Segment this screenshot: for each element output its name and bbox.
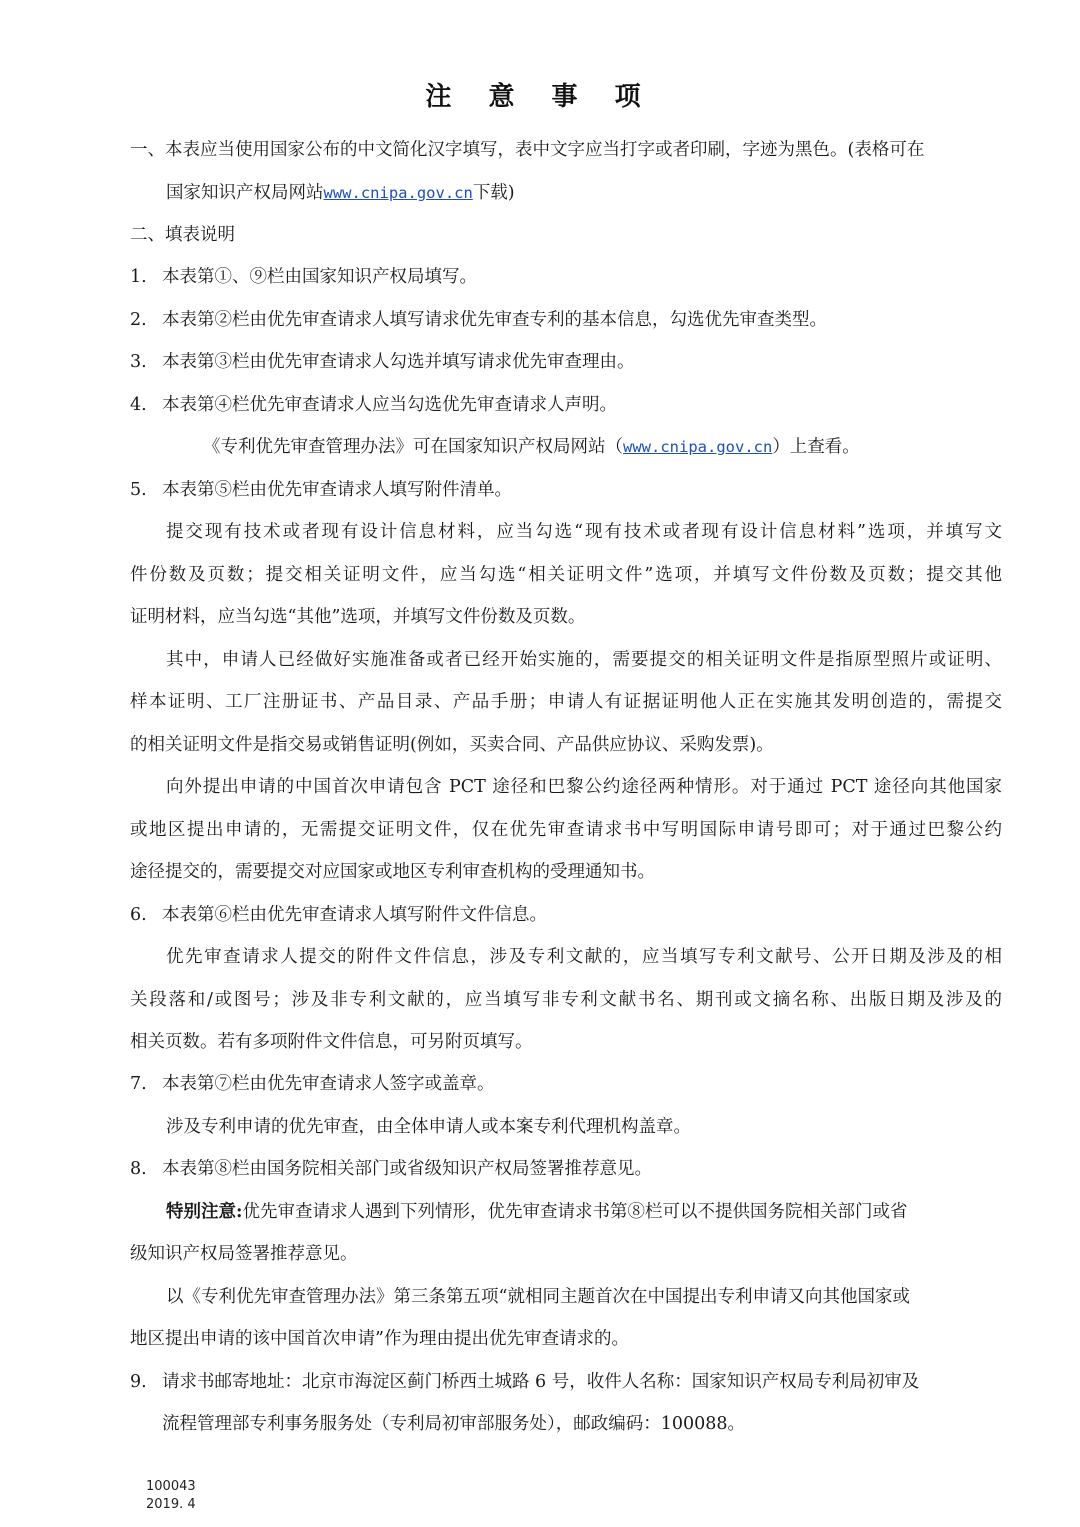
item-9-number: 9.	[130, 1372, 147, 1392]
item-8	[130, 1156, 652, 1182]
item-1-number: 1.	[130, 267, 147, 287]
form-code: 100043	[146, 1479, 196, 1494]
item-7	[130, 1071, 495, 1097]
section-2-heading: 二、填表说明	[130, 225, 235, 245]
item-2-number: 2.	[130, 310, 147, 330]
item-3-number: 3.	[130, 352, 147, 372]
item-7-para-1: 涉及专利申请的优先审查，由全体申请人或本案专利代理机构盖章。	[166, 1117, 691, 1137]
item-8-number: 8.	[130, 1159, 147, 1179]
item-5	[130, 477, 512, 503]
item-9	[130, 1369, 919, 1395]
section-1-line-2-pre: 国家知识产权局网站	[166, 183, 324, 203]
item-8-special-note-cont: 级知识产权局签署推荐意见。	[130, 1244, 358, 1264]
item-8-text: 本表第⑧栏由国务院相关部门或省级知识产权局签署推荐意见。	[162, 1159, 652, 1179]
cnipa-website-link-2[interactable]: www.cnipa.gov.cn	[623, 438, 773, 456]
section-1-line-1: 一、本表应当使用国家公布的中文简化汉字填写，表中文字应当打字或者印刷，字迹为黑色。(表格可在	[130, 140, 925, 160]
item-6-number: 6.	[130, 905, 147, 925]
page-title: 注 意 事 项	[425, 82, 655, 112]
item-4-text: 本表第④栏优先审查请求人应当勾选优先审查请求人声明。	[162, 395, 617, 415]
item-5-para-3-line-3: 途径提交的，需要提交对应国家或地区专利审查机构的受理通知书。	[130, 862, 655, 882]
item-5-para-2-line-1: 其中，申请人已经做好实施准备或者已经开始实施的，需要提交的相关证明文件是指原型照片或证明、	[166, 650, 1002, 670]
section-1-line-2	[166, 180, 515, 206]
cnipa-website-link-1[interactable]: www.cnipa.gov.cn	[323, 184, 473, 202]
item-3	[130, 349, 635, 375]
item-4-note-pre: 《专利优先审查管理办法》可在国家知识产权局网站（	[203, 437, 623, 457]
item-5-para-1-line-3: 证明材料，应当勾选“其他”选项，并填写文件份数及页数。	[130, 607, 586, 627]
item-5-para-2-line-3: 的相关证明文件是指交易或销售证明(例如，买卖合同、产品供应协议、采购发票)。	[130, 735, 774, 755]
section-1-line-2-post: 下载)	[472, 183, 515, 203]
item-1	[130, 264, 477, 290]
item-5-text: 本表第⑤栏由优先审查请求人填写附件清单。	[162, 480, 512, 500]
item-2	[130, 307, 827, 333]
item-6-para-1-line-1: 优先审查请求人提交的附件文件信息，涉及专利文献的，应当填写专利文献号、公开日期及涉及的相	[166, 947, 1002, 967]
item-7-number: 7.	[130, 1074, 147, 1094]
item-5-para-3-line-1: 向外提出申请的中国首次申请包含 PCT 途径和巴黎公约途径两种情形。对于通过 PCT 途径向其他国家	[166, 777, 1002, 797]
item-5-para-1-line-2: 件份数及页数；提交相关证明文件，应当勾选“相关证明文件”选项，并填写文件份数及页数；提交其他	[130, 565, 1002, 585]
item-4-number: 4.	[130, 395, 147, 415]
item-8-special-note	[166, 1199, 907, 1225]
item-3-text: 本表第③栏由优先审查请求人勾选并填写请求优先审查理由。	[162, 352, 635, 372]
item-8-para-2-line-2: 地区提出申请的该中国首次申请”作为理由提出优先审查请求的。	[130, 1329, 629, 1349]
item-7-text: 本表第⑦栏由优先审查请求人签字或盖章。	[162, 1074, 495, 1094]
item-5-para-1-line-1: 提交现有技术或者现有设计信息材料，应当勾选“现有技术或者现有设计信息材料”选项，并填写文	[166, 522, 1002, 542]
item-4-note-post: ）上查看。	[772, 437, 860, 457]
item-4	[130, 392, 617, 418]
item-5-number: 5.	[130, 480, 147, 500]
item-4-note	[203, 434, 860, 460]
special-note-text: 优先审查请求人遇到下列情形，优先审查请求书第⑧栏可以不提供国务院相关部门或省	[242, 1202, 908, 1222]
item-6-para-1-line-3: 相关页数。若有多项附件文件信息，可另附页填写。	[130, 1032, 533, 1052]
item-6	[130, 902, 547, 928]
item-5-para-2-line-2: 样本证明、工厂注册证书、产品目录、产品手册；申请人有证据证明他人正在实施其发明创造的，需提交	[130, 692, 1002, 712]
item-6-para-1-line-2: 关段落和/或图号；涉及非专利文献的，应当填写非专利文献书名、期刊或文摘名称、出版日期及涉及的	[130, 990, 1002, 1010]
special-note-label: 特别注意:	[166, 1202, 243, 1222]
item-6-text: 本表第⑥栏由优先审查请求人填写附件文件信息。	[162, 905, 547, 925]
item-9-text: 请求书邮寄地址：北京市海淀区蓟门桥西土城路 6 号，收件人名称：国家知识产权局专利局初审及	[162, 1372, 920, 1392]
item-5-para-3-line-2: 或地区提出申请的，无需提交证明文件，仅在优先审查请求书中写明国际申请号即可；对于通过巴黎公约	[130, 820, 1002, 840]
form-date: 2019. 4	[146, 1497, 196, 1512]
item-1-text: 本表第①、⑨栏由国家知识产权局填写。	[162, 267, 477, 287]
item-2-text: 本表第②栏由优先审查请求人填写请求优先审查专利的基本信息，勾选优先审查类型。	[162, 310, 827, 330]
item-9-cont: 流程管理部专利事务服务处（专利局初审部服务处），邮政编码：100088。	[162, 1414, 746, 1434]
item-8-para-2-line-1: 以《专利优先审查管理办法》第三条第五项“就相同主题首次在中国提出专利申请又向其他国家或	[166, 1287, 910, 1307]
